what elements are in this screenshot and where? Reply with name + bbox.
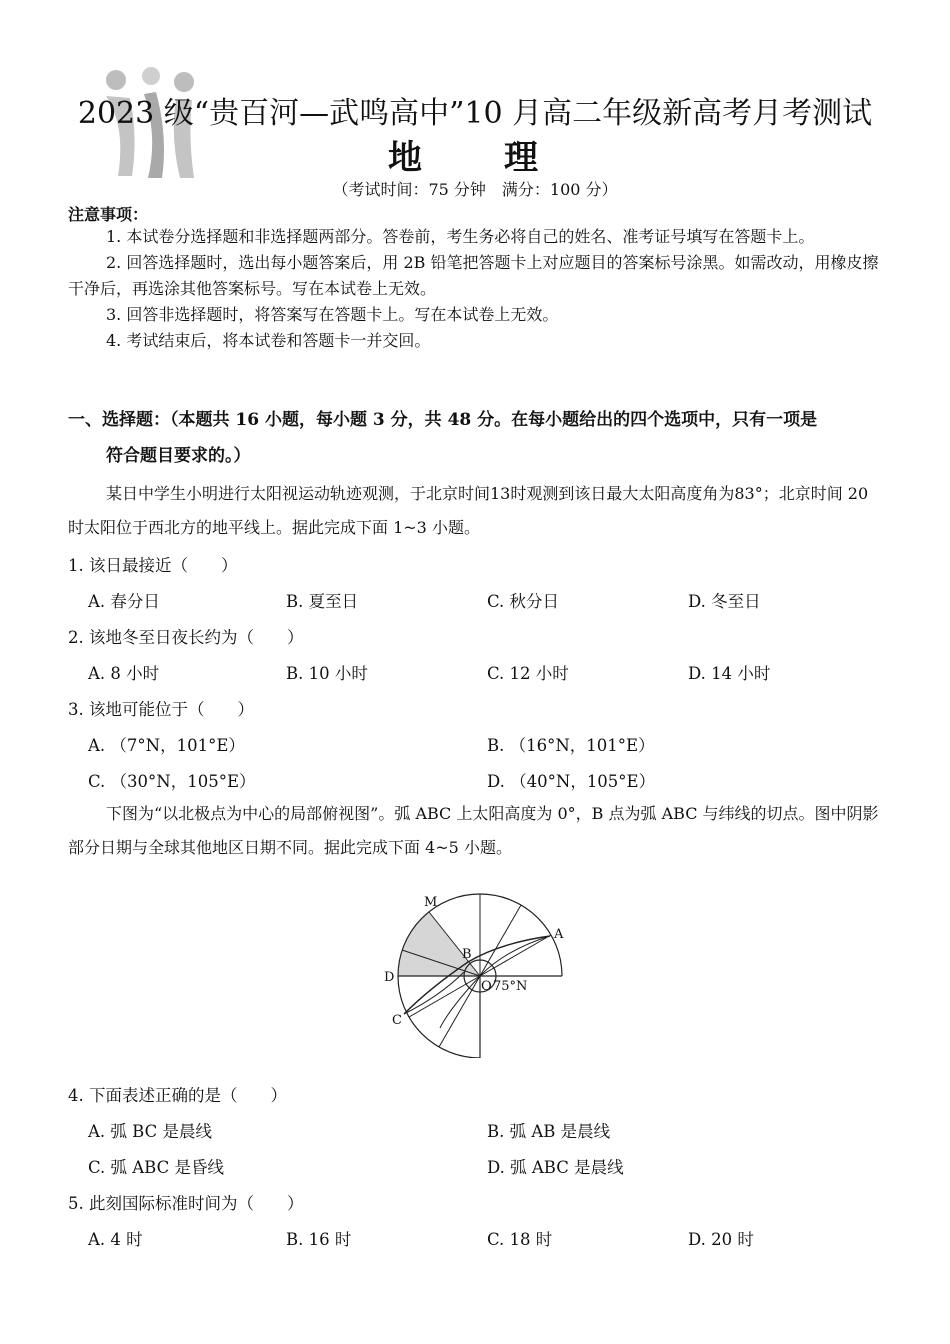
q1-option-a: A. 春分日: [88, 592, 160, 611]
section-heading: [68, 402, 888, 474]
q2-option-b: B. 10 小时: [286, 664, 368, 683]
label-latitude: 75°N: [493, 979, 528, 994]
q4-option-b: B. 弧 AB 是晨线: [487, 1122, 611, 1141]
label-d: D: [384, 970, 395, 985]
q2-option-d: D. 14 小时: [688, 664, 771, 683]
q4-option-a: A. 弧 BC 是晨线: [88, 1122, 212, 1141]
q2-option-c: C. 12 小时: [487, 664, 569, 683]
notice-title: 注意事项：: [68, 205, 149, 224]
polar-view-figure: [380, 888, 580, 1058]
notice-item: 4. 考试结束后，将本试卷和答题卡一并交回。: [106, 331, 431, 350]
question-5-stem: 5. 此刻国际标准时间为（ ）: [68, 1194, 304, 1213]
question-1-stem: 1. 该日最接近（ ）: [68, 556, 238, 575]
label-a: A: [554, 927, 564, 942]
q3-option-d: D. （40°N，105°E）: [487, 772, 656, 791]
q4-option-c: C. 弧 ABC 是昏线: [88, 1158, 224, 1177]
notice-item: 2. 回答选择题时，选出每小题答案后，用 2B 铅笔把答题卡上对应题目的答案标号涂黑。如需改动，用橡皮擦干净后，再选涂其他答案标号。写在本试卷上无效。: [68, 253, 879, 298]
section-heading-line1: 一、选择题：（本题共 16 小题，每小题 3 分，共 48 分。在每小题给出的四个选项中，只有一项是: [68, 410, 818, 430]
passage-1: 某日中学生小明进行太阳视运动轨迹观测，于北京时间13时观测到该日最大太阳高度角为83°；北京时间 20 时太阳位于西北方的地平线上。据此完成下面 1~3 小题。: [68, 484, 869, 537]
passage-2: 下图为“以北极点为中心的局部俯视图”。弧 ABC 上太阳高度为 0°，B 点为弧 ABC 与纬线的切点。图中阴影部分日期与全球其他地区日期不同。据此完成下面 4~5 小题。: [68, 804, 879, 857]
q3-option-a: A. （7°N，101°E）: [88, 736, 245, 755]
q3-option-b: B. （16°N，101°E）: [487, 736, 655, 755]
outer-circle-lower: [398, 976, 480, 1058]
label-b: B: [462, 947, 472, 962]
label-m: M: [424, 895, 438, 910]
subject-title: 地 理: [388, 138, 562, 178]
q1-option-d: D. 冬至日: [688, 592, 761, 611]
question-4-stem: 4. 下面表述正确的是（ ）: [68, 1086, 287, 1105]
label-o: O: [481, 979, 492, 994]
notice-item: 1. 本试卷分选择题和非选择题两部分。答卷前，考生务必将自己的姓名、准考证号填写在答题卡上。: [106, 227, 815, 246]
exam-info: （考试时间：75 分钟 满分：100 分）: [332, 180, 618, 199]
notice-list: [68, 224, 883, 354]
q5-option-d: D. 20 时: [688, 1230, 754, 1249]
label-c: C: [392, 1013, 402, 1028]
q4-option-d: D. 弧 ABC 是晨线: [487, 1158, 624, 1177]
q2-option-a: A. 8 小时: [88, 664, 160, 683]
q3-option-c: C. （30°N，105°E）: [88, 772, 256, 791]
question-2-stem: 2. 该地冬至日夜长约为（ ）: [68, 628, 304, 647]
q5-option-c: C. 18 时: [487, 1230, 553, 1249]
q5-option-a: A. 4 时: [88, 1230, 143, 1249]
section-heading-line2: 符合题目要求的。）: [106, 446, 251, 466]
notice-item: 3. 回答非选择题时，将答案写在答题卡上。写在本试卷上无效。: [106, 305, 559, 324]
question-3-stem: 3. 该地可能位于（ ）: [68, 700, 254, 719]
q1-option-b: B. 夏至日: [286, 592, 359, 611]
exam-title: 2023 级“贵百河—武鸣高中”10 月高二年级新高考月考测试: [77, 96, 873, 131]
q5-option-b: B. 16 时: [286, 1230, 352, 1249]
q1-option-c: C. 秋分日: [487, 592, 560, 611]
